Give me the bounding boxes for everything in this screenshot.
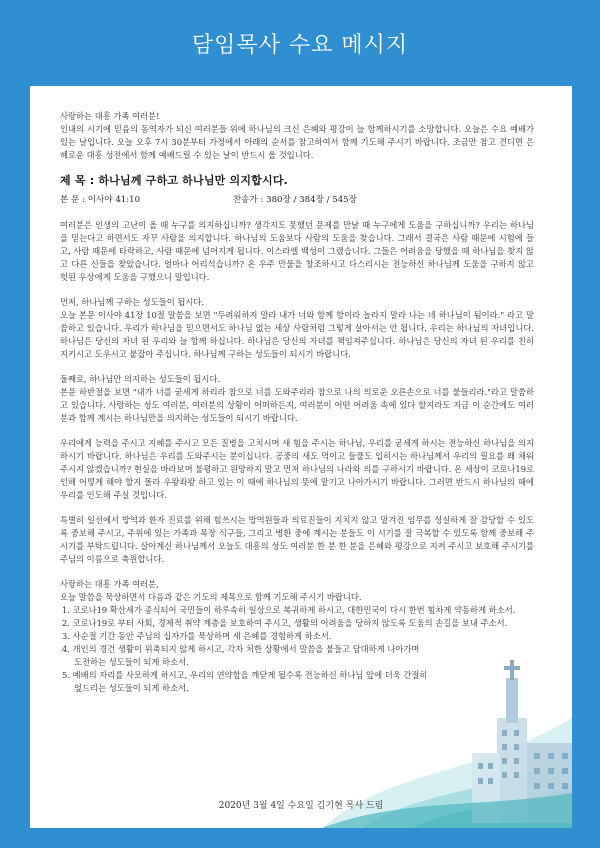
prayer-item: 5. 예배의 자리를 사모하게 하시고, 우리의 연약함을 깨닫게 될수록 전능하신 하나님 앞에 더욱 간절히 엎드리는 성도들이 되게 하소서. <box>62 670 428 693</box>
prayer-intro: 오늘 말씀을 묵상하면서 다음과 같은 기도의 제목으로 함께 기도해 주시기 바랍니다. <box>60 592 362 602</box>
sermon-paragraph: 특별히 일선에서 방역과 환자 진료를 위해 힘쓰시는 방역원들과 의료진들이 지치지 않고 맡겨진 임무를 성실하게 잘 감당할 수 있도록 중보해 주시고, 주위에 있는 가족과 목장 식구들, 그리고 병환 중에 계시는 분들도 이 시기를 잘 극복할 수 있도록 함께 중보해 주시기를 부탁드립니다. 살아계신 하나님께서 오늘도 대흥의 성도 여러분 한 분 한 분을 은혜와 평강으로 지켜 주시고 보호해 주시기를 주님의 이름으로 축원합니다. <box>60 515 534 564</box>
signature: 2020년 3월 4일 수요일 김기현 목사 드림 <box>218 801 384 811</box>
prayer-item: 1. 코로나19 확산세가 종식되어 국민들이 하루속히 일상으로 복귀하게 하시고, 대한민국이 다시 한번 힘차게 약동하게 하소서. <box>62 605 516 615</box>
message-paper <box>30 86 572 828</box>
page-title: 담임목사 수요 메시지 <box>191 33 409 58</box>
scripture-row <box>60 194 534 207</box>
scripture-reference: 본 문 : 이사야 41:10 <box>60 195 141 205</box>
closing-greeting: 사랑하는 대흥 가족 여러분, <box>60 579 159 589</box>
greeting: 사랑하는 대흥 가족 여러분! <box>60 111 160 121</box>
sermon-paragraph: 먼저, 하나님께 구하는 성도들이 됩시다. 오늘 본문 이사야 41장 10절 말씀을 보면 "두려워하지 말라 내가 너와 함께 함이라 놀라지 말라 나는 네 하나님이 됨이라." 라고 말씀하고 있습니다. 우리가 하나님을 믿으면서도 하나님 없는 세상 사람처럼 그렇게 살아서는 안 됩니다. 우리는 하나님의 자녀입니다. 하나님은 당신의 자녀 된 우리와 늘 함께 하십니다. 하나님은 당신의 자녀를 책임져주십니다. 하나님은 당신의 자녀 된 우리를 친히 지키시고 도우시고 붙잡아 주십니다. 하나님께 구하는 성도들이 되시기 바랍니다. <box>60 297 534 359</box>
prayer-item: 3. 사순절 기간 동안 주님의 십자가를 묵상하며 새 은혜를 경험하게 하소서. <box>62 631 332 641</box>
intro-paragraph: 인내의 시기에 믿음의 동역자가 되신 여러분들 위에 하나님의 크신 은혜와 평강이 늘 함께하시기를 소망합니다. 오늘은 수요 예배가 있는 날입니다. 오늘 오후 7시 30분부터 가정에서 아래의 순서를 참고하여서 함께 기도해 주시기 바랍니다. 조금만 참고 견디면 은혜로운 대흥 성전에서 함께 예배드릴 수 있는 날이 반드시 올 것입니다. <box>60 124 534 160</box>
message-body <box>60 110 534 695</box>
prayer-item: 2. 코로나19로 부터 사회, 경제적 취약 계층을 보호하여 주시고, 생활의 어려움을 당하지 않도록 도움의 손길을 보내 주소서. <box>62 618 508 628</box>
sermon-paragraph: 여러분은 인생의 고난이 올 때 누구를 의지하십니까? 생각지도 못했던 문제를 만날 때 누구에게 도움을 구하십니까? 우리는 하나님을 믿는다고 하면서도 자꾸 사람을 의지합니다. 하나님의 도움보다 사람의 도움을 찾습니다. 그래서 결국은 사람 때문에 시험에 들고, 사람 때문에 타락하고, 사람 때문에 넘어지게 됩니다. 이스라엘 백성이 그랬습니다. 그들은 어려움을 당했을 때 하나님을 찾지 않고 다른 신들을 찾았습니다. 얼마나 어리석습니까? 온 우주 만물을 창조하시고 다스리시는 전능하신 하나님께 도움을 구하지 않고 헛된 우상에게 도움을 구했으니 말입니다. <box>60 220 534 282</box>
sermon-subject: 제 목 : 하나님께 구하고 하나님만 의지합시다. <box>60 174 289 187</box>
prayer-list <box>60 604 534 695</box>
sermon-paragraph: 둘째로, 하나님만 의지하는 성도들이 됩시다. 본문 하반절을 보면 "내가 너를 굳세게 하리라 참으로 너를 도와주리라 참으로 나의 의로운 오른손으로 너를 붙들리라."라고 말씀하고 있습니다. 사랑하는 성도 여러분, 여러분의 상황이 어떠하든지, 여러분이 어떤 어려움 속에 있다 할지라도 지금 이 순간에도 여러분과 함께 계시는 하나님만을 의지하는 성도들이 되시기 바랍니다. <box>60 374 534 423</box>
hymn-numbers: 찬송가 : 380장 / 384장 / 545장 <box>232 195 357 205</box>
prayer-item: 4. 개인의 경건 생활이 위축되지 않게 하시고, 각자 처한 상황에서 말씀을 붙들고 담대하게 나아가며 도전하는 성도들이 되게 하소서. <box>62 644 420 667</box>
sermon-paragraph: 우리에게 능력을 주시고 지혜를 주시고 모든 질병을 고치시며 새 힘을 주시는 하나님, 우리를 굳세게 하시는 전능하신 하나님을 의지하시기 바랍니다. 하나님은 우리를 도와주시는 분이십니다. 공중의 새도 먹이고 들풀도 입히시는 하나님께서 우리의 필요를 왜 채워주시지 않겠습니까? 현실을 바라보며 불평하고 원망하지 말고 먼저 하나님의 나라와 의를 구하시기 바랍니다. 온 세상이 코로나19로 인해 어떻게 해야 할지 몰라 우왕좌왕 하고 있는 이 때에 하나님의 뜻에 맡기고 나아가시기 바랍니다. 그러면 반드시 하나님의 때에 우리를 인도해 주실 것입니다. <box>60 438 534 500</box>
